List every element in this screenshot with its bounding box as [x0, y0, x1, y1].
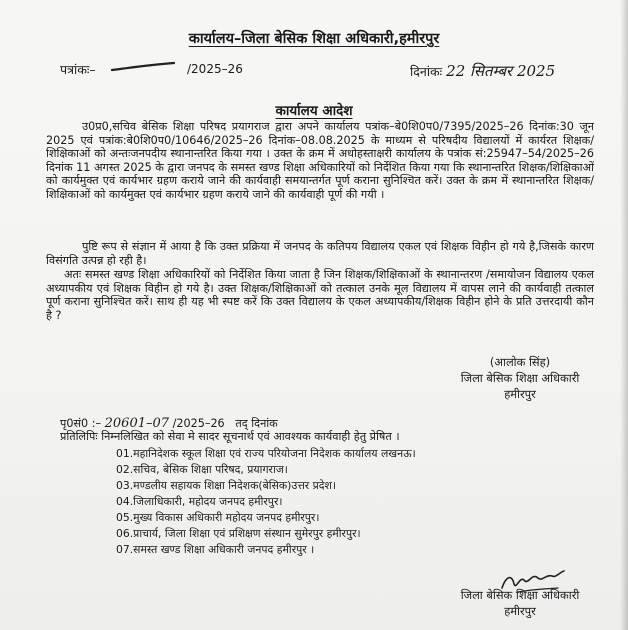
signatory-designation: जिला बेसिक शिक्षा अधिकारी: [460, 371, 580, 385]
copy-list: [116, 446, 416, 558]
copy-list-item: 03.मण्डलीय सहायक शिक्षा निदेशक(बेसिक)उत्तर प्रदेश।: [116, 479, 336, 492]
paragraph-text: अतः समस्त खण्ड शिक्षा अधिकारियों को निर्देशित किया जाता है जिन शिक्षक/शिक्षिकाओं के स्थानान्तरण /समायोजन विद्यालय एकल अध्यापकीय एवं शिक्षक विहीन हो गये है। उक्त शिक्षक/शिक्षिकाओं को तत्काल उनके मूल विद्यालय में वापस लाने की कार्यवाही तत्काल पूर्ण कराना सुनिश्चित करें। साथ ही यह भी स्पष्ट करें कि उक्त विद्यालय के एकल अध्यापकीय/शिक्षक विहीन होने के प्रति उत्तरदायी कौन है ?: [46, 268, 594, 322]
letter-number-handwritten-stroke: [108, 60, 178, 74]
memo-date-text: तद् दिनांक: [235, 417, 278, 430]
memo-number-handwritten: 20601–07: [104, 416, 170, 431]
signatory-place: हमीरपुर: [504, 387, 536, 401]
copy-list-item: 05.मुख्य विकास अधिकारी महोदय जनपद हमीरपुर।: [116, 511, 320, 524]
letter-number-year: /2025–26: [187, 62, 243, 76]
letter-number-label: पत्रांकः–: [60, 62, 96, 77]
paragraph-text: उ0प्र0,सचिव बेसिक शिक्षा परिषद प्रयागराज द्वारा अपने कार्यालय पत्रांक–बे0शि0प0/7395/2025–26 दिनांक:30 जून 2025 एवं पत्रांक:बे0शि0प0/10646/2025–26 दिनांक–08.08.2025 के माध्यम से परिषदीय विद्यालयों में कार्यरत शिक्षक/शिक्षिकाओं को अन्तःजनपदीय स्थानान्तरित किया गया । उक्त के क्रम में अधोहस्ताक्षरी कार्यालय के पत्रांक सं:25947–54/2025–26 दिनांक 11 अगस्त 2025 के द्वारा जनपद के समस्त खण्ड शिक्षा अधिकारियों को निर्देशित किया गया कि स्थानान्तरित शिक्षक/शिक्षिकाओं को कार्यमुक्त एवं कार्यभार ग्रहण कराये जाने की कार्यवाही समयान्तर्गत पूर्ण कराना सुनिश्चित करें। उक्त के क्रम में स्थानान्तरित शिक्षक/शिक्षिकाओं को कार्यमुक्त एवं कार्यभार ग्रहण कराये जाने की कार्यवाही पूर्ण की गयी ।: [46, 120, 594, 201]
memo-prefix: पृ0सं0 :–: [60, 417, 102, 430]
copy-intro: प्रतिलिपिः निम्नलिखित को सेवा मे सादर सूचनार्थ एवं आवश्यक कार्यवाही हेतु प्रेषित ।: [60, 430, 400, 443]
date-label: दिनांकः: [410, 64, 443, 79]
signatory-designation-2: जिला बेसिक शिक्षा अधिकारी: [460, 588, 580, 602]
date-value: 22 सितम्बर 2025: [446, 62, 556, 80]
signatory-place-2: हमीरपुर: [504, 604, 536, 618]
body-paragraph-2: [46, 240, 594, 267]
signatory-name: (आलोक सिंह): [489, 355, 551, 369]
memo-year: /2025–26: [172, 417, 225, 430]
office-title: कार्यालय–जिला बेसिक शिक्षा अधिकारी,हमीरपुर: [188, 31, 440, 47]
paragraph-text: पुष्टि रूप से संज्ञान में आया है कि उक्त प्रक्रिया में जनपद के कतिपय विद्यालय एकल एवं शिक्षक विहीन हो गये है,जिसके कारण विसंगति उत्पन्न हो रही है।: [46, 240, 594, 267]
copy-list-item: 02.सचिव, बेसिक शिक्षा परिषद, प्रयागराज।: [116, 463, 288, 476]
page-edge-shadow: [620, 0, 628, 630]
body-paragraph-1: [46, 120, 594, 201]
copy-list-item: 07.समस्त खण्ड शिक्षा अधिकारी जनपद हमीरपुर ।: [116, 543, 315, 556]
copy-list-item: 06.प्राचार्य, जिला शिक्षा एवं प्रशिक्षण संस्थान सुमेरपुर हमीरपुर।: [116, 527, 361, 540]
order-title: कार्यालय आदेश: [275, 103, 353, 119]
copy-list-item: 04.जिलाधिकारी, महोदय जनपद हमीरपुर।: [116, 495, 283, 508]
body-paragraph-3: [46, 268, 594, 322]
copy-list-item: 01.महानिदेशक स्कूल शिक्षा एवं राज्य परियोजना निदेशक कार्यालय लखनऊ।: [116, 447, 416, 460]
date-line: [410, 61, 555, 81]
